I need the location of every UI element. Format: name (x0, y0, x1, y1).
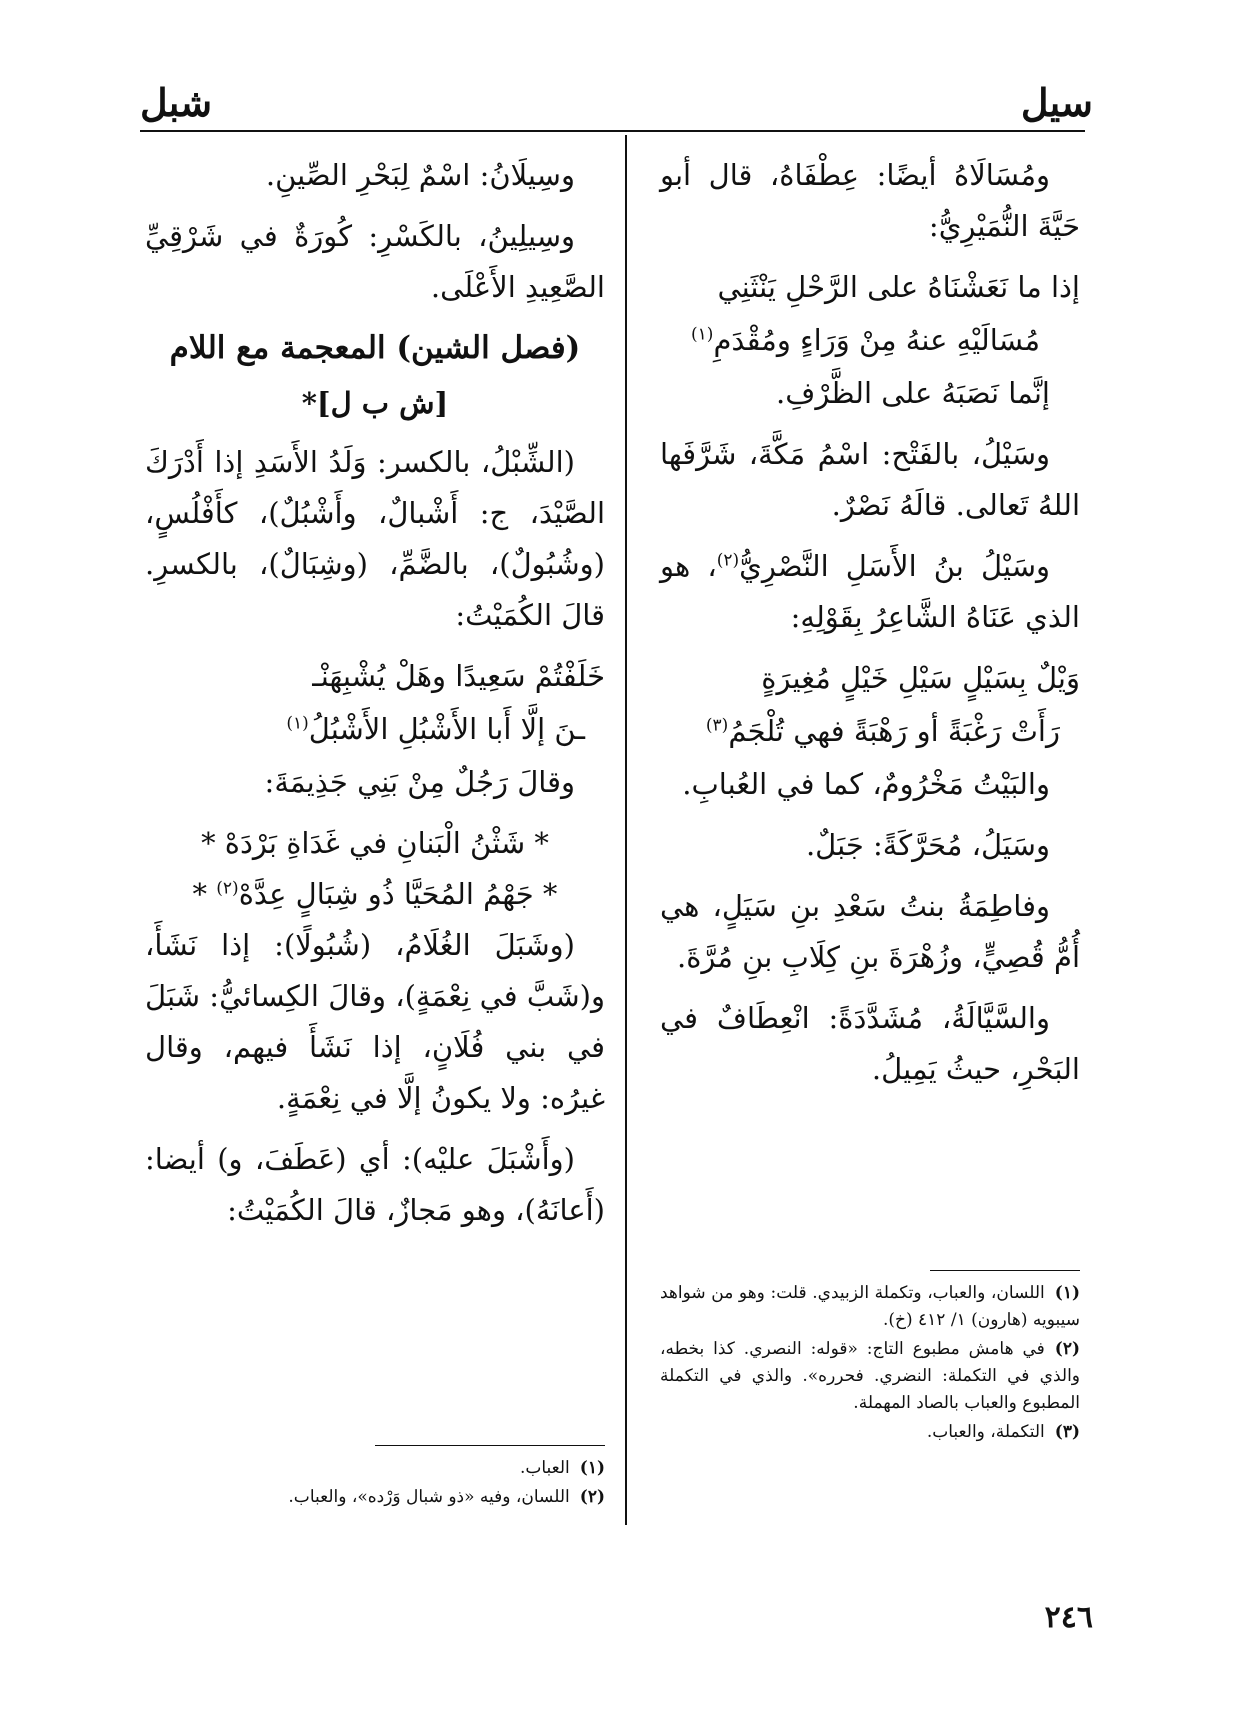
footnote-text: اللسان، وفيه «ذو شبال وَرْده»، والعباب. (288, 1487, 570, 1507)
verse-line: خَلَفْتُمْ سَعِيدًا وهَلْ يُشْبِهَنْـ (312, 659, 605, 693)
paragraph: وقالَ رَجُلٌ مِنْ بَنِي جَذِيمَةَ: (264, 765, 575, 799)
footnote-text: اللسان، والعباب، وتكملة الزبيدي. قلت: وهو من شواهد سيبويه (هارون) ١/ ٤١٢ (خ). (660, 1283, 1080, 1330)
footnote-ref: (٢) (216, 878, 239, 899)
paragraph: ومُسَالَاهُ أيضًا: عِطْفَاهُ، قال أبو حَيَّةَ النُّمَيْرِيُّ: (660, 158, 1080, 243)
paragraph: (الشِّبْلُ، بالكسر: وَلَدُ الأَسَدِ إذا أَدْرَكَ الصَّيْدَ، ج: أَشْبالٌ، وأَشْبُلٌ)، كأَفْلُسٍ، (وشُبُولٌ)، بالضَّمِّ، (وشِبَالٌ)، بالكسرِ. قالَ الكُمَيْتُ: (145, 445, 605, 632)
paragraph-text: ، هو الذي عَنَاهُ الشَّاعِرُ بِقَوْلِهِ: (660, 549, 1080, 634)
left-column (145, 150, 605, 1246)
footnote-rule (375, 1445, 605, 1446)
footnote-text: العباب. (519, 1458, 570, 1478)
header-rule (140, 130, 1085, 132)
verse-text: رَأَتْ رَغْبَةً أو رَهْبَةً فهي تُلْجَمُ (728, 714, 1060, 748)
footnote-ref: (١) (286, 713, 309, 734)
paragraph: وسِيلَانُ: اسْمٌ لِبَحْرِ الصِّينِ. (265, 158, 575, 192)
verse-line (660, 315, 1080, 366)
right-footnotes (660, 1280, 1080, 1448)
footnote (145, 1455, 605, 1482)
footnote-rule (930, 1270, 1080, 1271)
footnote (660, 1419, 1080, 1446)
verse-text: مُسَالَيْهِ عنهُ مِنْ وَرَاءٍ ومُقْدَمِ (713, 323, 1040, 357)
paragraph: وسِيلِينُ، بالكَسْرِ: كُورَةٌ في شَرْقِيِّ الصَّعِيدِ الأَعْلَى. (145, 219, 605, 304)
verse-line (660, 706, 1080, 757)
column-divider (625, 135, 627, 1525)
verse-text: * (192, 877, 217, 911)
header-right-word: سيل (1020, 80, 1093, 125)
paragraph: (وأَشْبَلَ عليْه): أي (عَطَفَ، و) أيضا: (أَعانَهُ)، وهو مَجازٌ، قالَ الكُمَيْتُ: (145, 1142, 605, 1227)
left-footnotes (145, 1455, 605, 1513)
root-heading: [ش ب ل]* (301, 386, 449, 420)
paragraph: والبَيْتُ مَخْرُومٌ، كما في العُبابِ. (682, 767, 1050, 801)
footnote (660, 1336, 1080, 1417)
verse-line: إذا ما نَعَشْنَاهُ على الرَّحْلِ يَنْثَنِي (717, 270, 1080, 304)
paragraph: (وشَبَلَ الغُلَامُ، (شُبُولًا): إذا نَشَأَ، و(شَبَّ في نِعْمَةٍ)، وقالَ الكِسائيُّ: شَبَلَ في بني فُلَانٍ، إذا نَشَأَ فيهم، وقال غيرُه: ولا يكونُ إلَّا في نِعْمَةٍ. (145, 928, 605, 1115)
paragraph: إنَّما نَصَبَهُ على الظَّرْفِ. (776, 376, 1050, 410)
verse-text: * جَهْمُ المُحَيَّا ذُو شِبَالٍ عِدَّهْ (238, 877, 558, 911)
footnote-number: (٢) (579, 1487, 605, 1507)
footnote-number: (١) (579, 1458, 605, 1478)
footnote-number: (٣) (1054, 1422, 1080, 1442)
footnote-number: (٢) (1054, 1339, 1080, 1359)
footnote-number: (١) (1054, 1283, 1080, 1303)
paragraph: وسَيْلُ، بالفَتْح: اسْمُ مَكَّةَ، شَرَّفَها اللهُ تَعالى. قالَهُ نَصْرٌ. (660, 437, 1080, 522)
verse-line (145, 869, 605, 920)
paragraph (660, 541, 1080, 643)
verse-line: وَيْلٌ بِسَيْلٍ سَيْلِ خَيْلٍ مُغِيرَةٍ (761, 661, 1080, 695)
paragraph: وسَيَلُ، مُحَرَّكَةً: جَبَلٌ. (805, 828, 1050, 862)
paragraph: وفاطِمَةُ بنتُ سَعْدِ بنِ سَيَلٍ، هي أُمُّ قُصِيٍّ، وزُهْرَةَ بنِ كِلَابِ بنِ مُرَّةَ. (660, 889, 1080, 974)
footnote (660, 1280, 1080, 1334)
paragraph-text: وسَيْلُ بنُ الأَسَلِ النَّصْرِيُّ (739, 549, 1050, 583)
section-title: (فصل الشين) المعجمة مع اللام (169, 330, 581, 366)
footnote-ref: (١) (691, 324, 714, 345)
footnote-ref: (٣) (705, 715, 729, 736)
footnote-ref: (٢) (716, 550, 740, 571)
verse-line: * شَثْنُ الْبَنانِ في غَدَاةِ بَرْدَهْ * (201, 826, 549, 860)
verse-line (145, 704, 605, 755)
footnote-text: في هامش مطبوع التاج: «قوله: النصري. كذا بخطه، والذي في التكملة: النضري. فحرره». والذي في التكملة المطبوع والعباب بالصاد المهملة. (660, 1339, 1080, 1413)
footnote-text: التكملة، والعباب. (926, 1422, 1045, 1442)
footnote (145, 1484, 605, 1511)
verse-text: ـنَ إلَّا أَبا الأَشْبُلِ الأَشْبُلُ (308, 712, 585, 746)
header-left-word: شبل (140, 80, 213, 125)
right-column (660, 150, 1080, 1105)
page-number: ٢٤٦ (1044, 1600, 1093, 1635)
paragraph: والسَّيَّالَةُ، مُشَدَّدَةً: انْعِطَافٌ في البَحْرِ، حيثُ يَمِيلُ. (660, 1001, 1080, 1086)
